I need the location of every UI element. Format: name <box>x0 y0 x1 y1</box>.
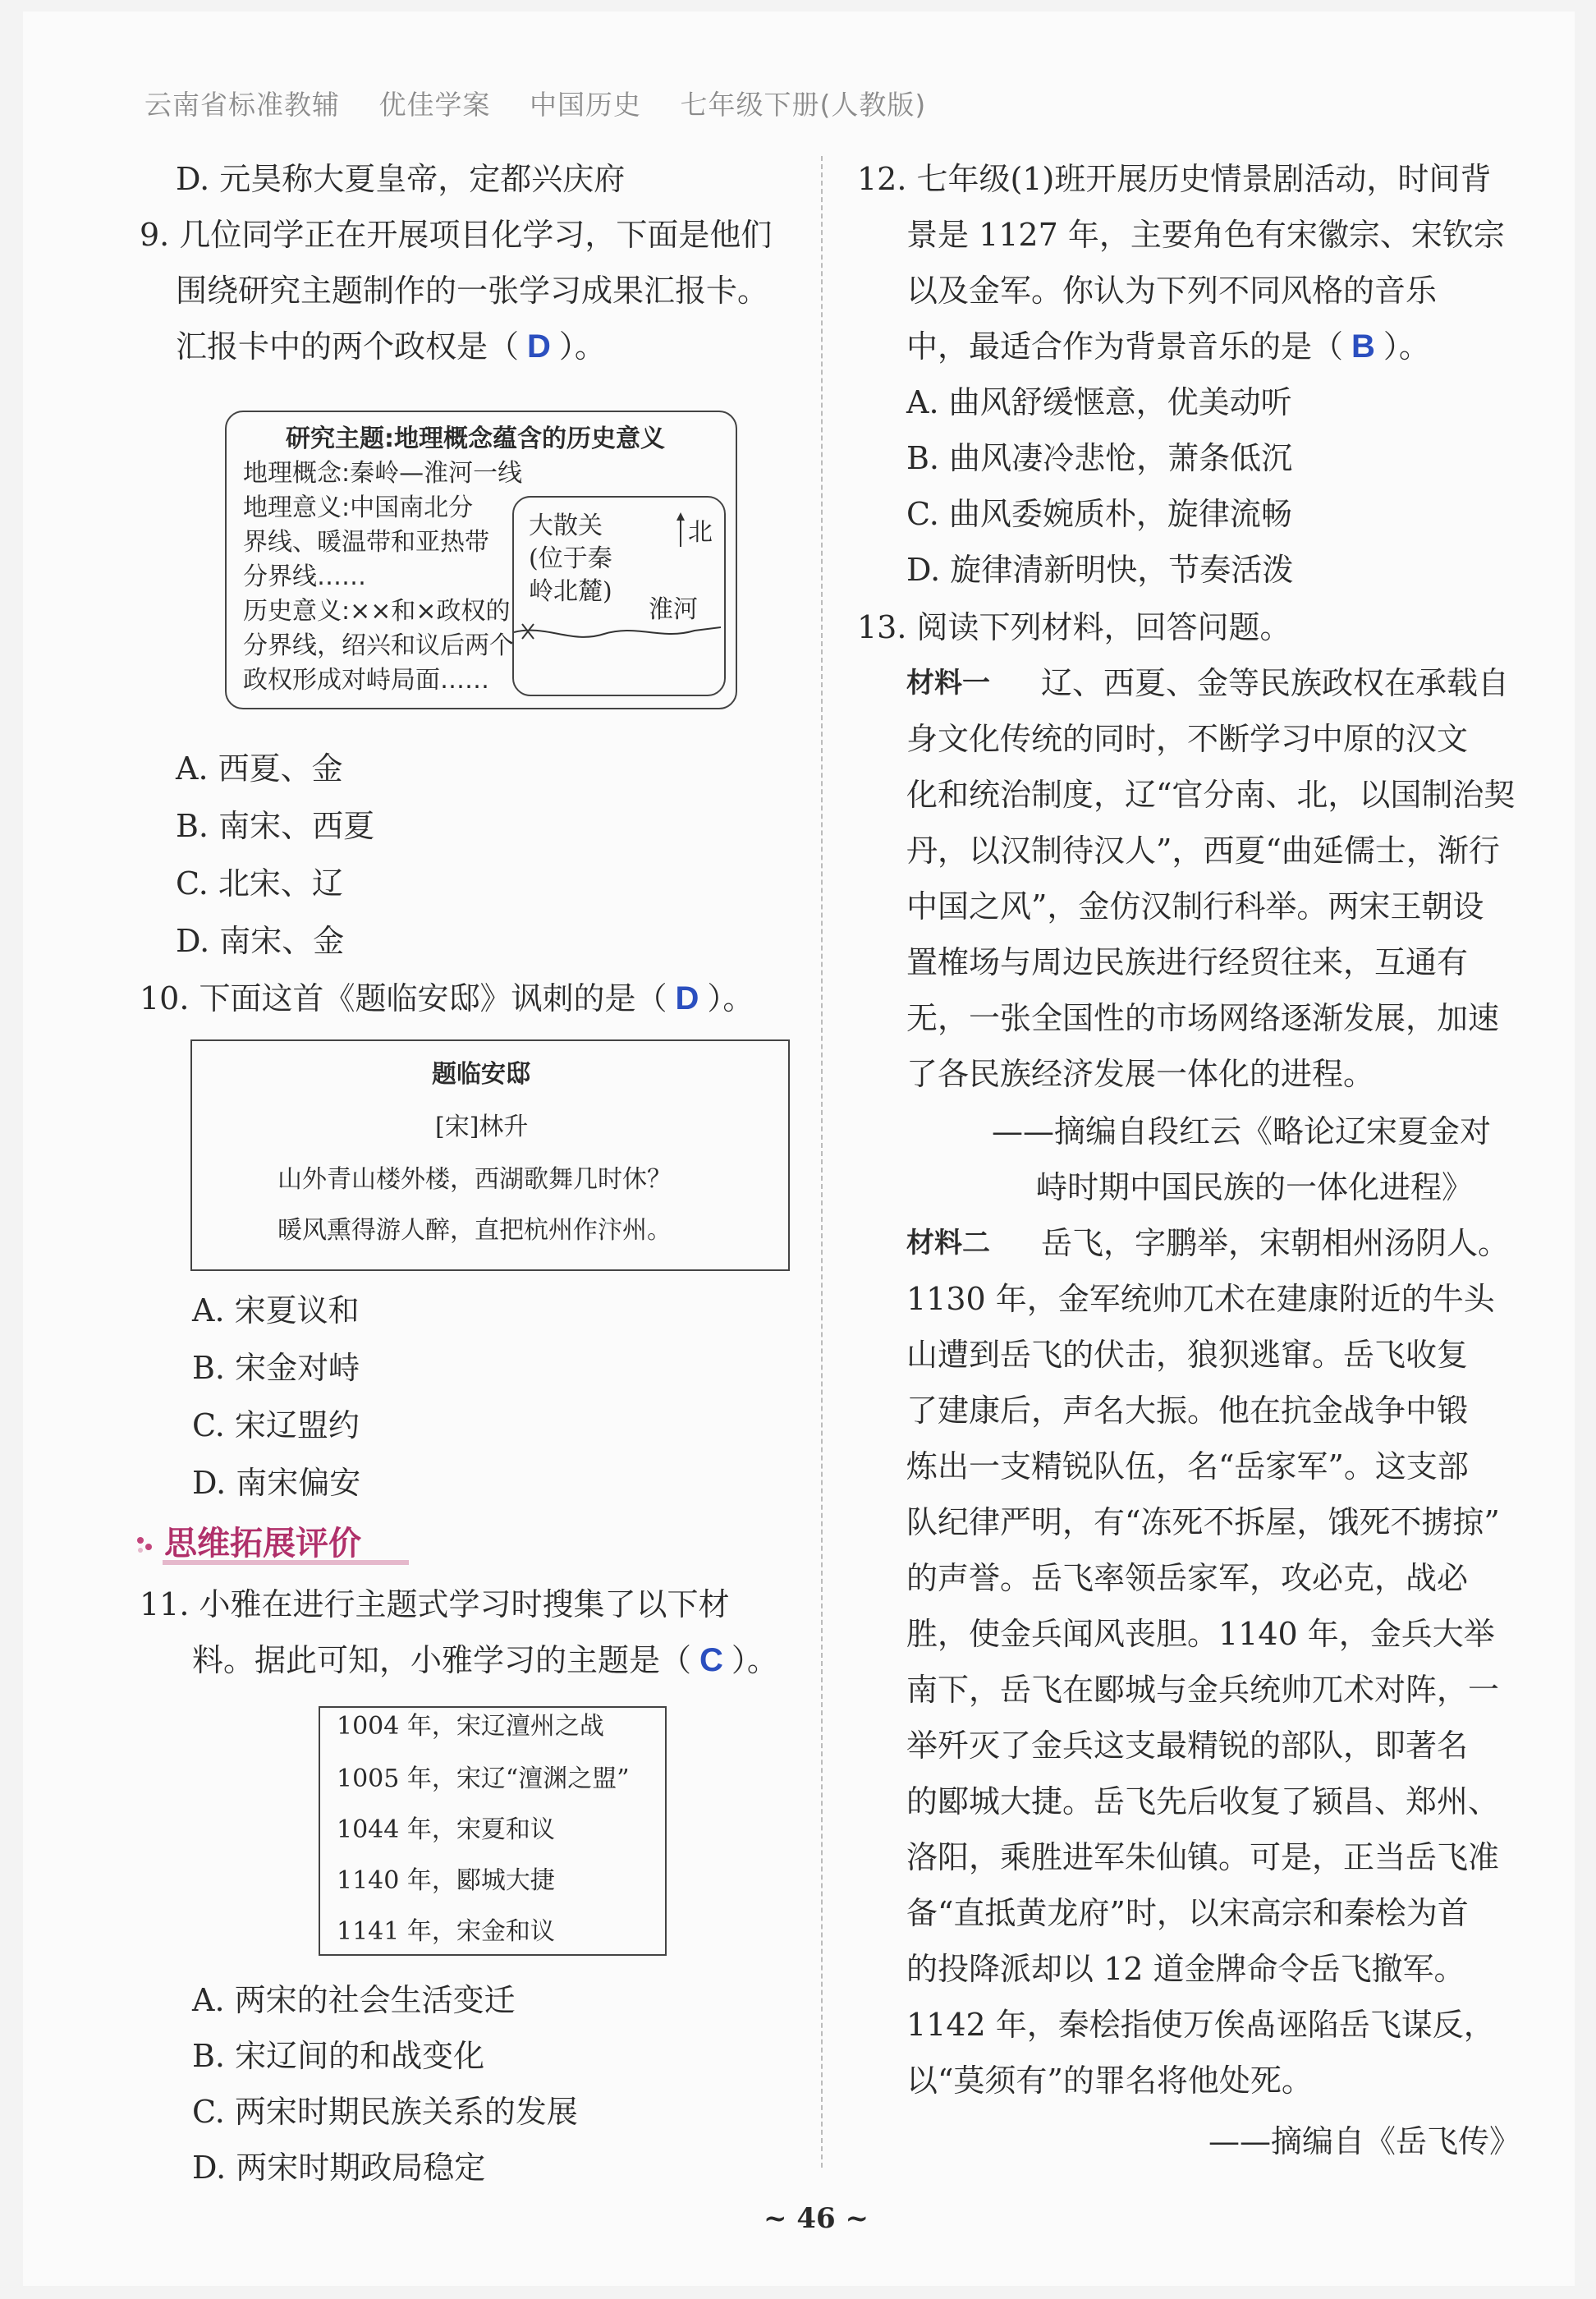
poem-line: 暖风熏得游人醉，直把杭州作汴州。 <box>277 1216 672 1245</box>
running-header <box>144 84 956 122</box>
material-2-line: 胜，使金兵闻风丧胆。1140 年，金兵大举 <box>906 1616 1495 1652</box>
material-2-line: 1130 年，金军统帅兀术在建康附近的牛头 <box>906 1281 1495 1317</box>
events-row: 1004 年，宋辽澶州之战 <box>337 1712 604 1741</box>
header-item: 云南省标准教辅 <box>144 89 340 121</box>
card-line: 历史意义:××和×政权的 <box>243 597 511 626</box>
page-number: ~ 46 ~ <box>764 2202 869 2235</box>
q12-answer: B <box>1351 328 1375 365</box>
q9-option: D. 南宋、金 <box>176 923 345 959</box>
q11-answer: C <box>699 1642 723 1678</box>
q11-option: B. 宋辽间的和战变化 <box>192 2038 485 2074</box>
q9-stem-line: 汇报卡中的两个政权是（ D ）。 <box>176 328 606 365</box>
material-1-line: 身文化传统的同时，不断学习中原的汉文 <box>906 721 1469 757</box>
material-1-line: 中国之风”，金仿汉制行科举。两宋王朝设 <box>906 888 1484 925</box>
card-line: 界线、暖温带和亚热带 <box>243 528 489 557</box>
q12-option: A. 曲风舒缓惬意，优美动听 <box>906 384 1292 420</box>
header-item: 优佳学案 <box>378 89 491 121</box>
q10-option: A. 宋夏议和 <box>192 1292 360 1328</box>
q9-option: C. 北宋、辽 <box>176 865 343 902</box>
material-2-line: 队纪律严明，有“冻死不拆屋，饿死不掳掠” <box>906 1504 1500 1540</box>
q9-stem-line: 9. 几位同学正在开展项目化学习，下面是他们 <box>140 217 773 253</box>
material-2-line: 的投降派却以 12 道金牌命令岳飞撤军。 <box>906 1951 1465 1987</box>
material-2-line: 岳飞，字鹏举，宋朝相州汤阴人。 <box>1041 1225 1510 1261</box>
material-2-line: 1142 年，秦桧指使万俟卨诬陷岳飞谋反， <box>906 2007 1495 2043</box>
card-line: 地理意义:中国南北分 <box>243 493 474 522</box>
material-2-line: 的声誉。岳飞率领岳家军，攻必克，战必 <box>906 1560 1469 1596</box>
q12-stem-line: 中，最适合作为背景音乐的是（ B ）。 <box>906 328 1430 365</box>
q9-option: A. 西夏、金 <box>176 750 343 787</box>
q12-stem-line: 景是 1127 年，主要角色有宋徽宗、宋钦宗 <box>906 217 1505 253</box>
material-2-label: 材料二 <box>906 1227 990 1260</box>
q12-stem-line: 以及金军。你认为下列不同风格的音乐 <box>906 273 1438 309</box>
q9-answer: D <box>527 328 551 365</box>
q11-option: D. 两宋时期政局稳定 <box>192 2150 486 2186</box>
events-row: 1140 年，郾城大捷 <box>337 1866 555 1895</box>
header-item: 七年级下册(人教版) <box>680 89 927 121</box>
material-1-line: 了各民族经济发展一体化的进程。 <box>906 1056 1375 1092</box>
q11-option: C. 两宋时期民族关系的发展 <box>192 2094 578 2130</box>
card-title: 研究主题:地理概念蕴含的历史意义 <box>286 424 665 453</box>
q10-answer: D <box>675 980 699 1016</box>
q10-option: B. 宋金对峙 <box>192 1350 360 1386</box>
material-2-line: 备“直抵黄龙府”时，以宋高宗和秦桧为首 <box>906 1895 1469 1931</box>
header-item: 中国历史 <box>530 89 641 121</box>
map-place-label: 大散关 <box>529 512 603 540</box>
material-1-label: 材料一 <box>906 667 990 700</box>
q11-option: A. 两宋的社会生活变迁 <box>192 1982 516 2018</box>
material-2-line: 山遭到岳飞的伏击，狼狈逃窜。岳飞收复 <box>906 1337 1469 1373</box>
q11-stem-line: 11. 小雅在进行主题式学习时搜集了以下材 <box>140 1586 730 1622</box>
card-line: 分界线，绍兴和议后两个 <box>243 631 514 660</box>
poem-line: 山外青山楼外楼，西湖歌舞几时休？ <box>277 1165 672 1194</box>
card-line: 地理概念:秦岭—淮河一线 <box>243 459 523 488</box>
map-place-label: (位于秦 <box>529 544 612 573</box>
material-2-line: 南下，岳飞在郾城与金兵统帅兀术对阵，一 <box>906 1672 1500 1708</box>
map-place-label: 岭北麓) <box>529 577 612 606</box>
material-1-source: ——摘编自段红云《略论辽宋夏金对 <box>992 1113 1492 1150</box>
material-2-line: 炼出一支精锐队伍，名“岳家军”。这支部 <box>906 1448 1469 1484</box>
material-2-line: 了建康后，声名大振。他在抗金战争中锻 <box>906 1393 1469 1429</box>
poem-author: [宋]林升 <box>435 1113 529 1141</box>
card-line: 政权形成对峙局面…… <box>243 666 489 695</box>
q10-option: D. 南宋偏安 <box>192 1465 361 1501</box>
q10-stem: 10. 下面这首《题临安邸》讽刺的是（ D ）。 <box>140 980 754 1016</box>
material-2-line: 以“莫须有”的罪名将他处死。 <box>906 2063 1313 2099</box>
material-1-line: 丹，以汉制待汉人”，西夏“曲延儒士，渐行 <box>906 833 1500 869</box>
q8-option-d: D. 元昊称大夏皇帝，定都兴庆府 <box>176 161 626 197</box>
river-line-icon <box>514 608 721 657</box>
material-2-source: ——摘编自《岳飞传》 <box>1208 2123 1521 2159</box>
north-arrow-icon <box>673 512 688 548</box>
q12-option: B. 曲风凄冷悲怆，萧条低沉 <box>906 440 1293 476</box>
material-1-line: 辽、西夏、金等民族政权在承载自 <box>1041 665 1510 701</box>
material-1-line: 化和统治制度，辽“官分南、北，以国制治契 <box>906 777 1516 813</box>
section-title: 思维拓展评价 <box>164 1525 361 1562</box>
section-dots-icon <box>135 1535 154 1553</box>
material-2-line: 举歼灭了金兵这支最精锐的部队，即著名 <box>906 1728 1469 1764</box>
poem-title: 题临安邸 <box>432 1060 530 1089</box>
river-label: 淮河 <box>649 595 698 624</box>
north-label: 北 <box>688 518 713 547</box>
q12-stem-line: 12. 七年级(1)班开展历史情景剧活动，时间背 <box>857 161 1492 197</box>
q9-stem-line: 围绕研究主题制作的一张学习成果汇报卡。 <box>176 273 769 309</box>
events-row: 1141 年，宋金和议 <box>337 1917 555 1946</box>
material-1-source: 峙时期中国民族的一体化进程》 <box>1036 1169 1474 1205</box>
material-2-line: 的郾城大捷。岳飞先后收复了颍昌、郑州、 <box>906 1783 1500 1819</box>
events-row: 1044 年，宋夏和议 <box>337 1815 555 1844</box>
card-line: 分界线…… <box>243 562 366 591</box>
material-1-line: 无，一张全国性的市场网络逐渐发展，加速 <box>906 1000 1500 1036</box>
q11-stem-line: 料。据此可知，小雅学习的主题是（ C ）。 <box>192 1642 778 1678</box>
material-1-line: 置榷场与周边民族进行经贸往来，互通有 <box>906 944 1469 980</box>
material-2-line: 洛阳，乘胜进军朱仙镇。可是，正当岳飞准 <box>906 1839 1500 1875</box>
column-divider <box>821 156 823 2168</box>
q9-option: B. 南宋、西夏 <box>176 808 375 844</box>
q10-option: C. 宋辽盟约 <box>192 1407 360 1443</box>
q13-stem: 13. 阅读下列材料，回答问题。 <box>857 609 1291 645</box>
q12-option: C. 曲风委婉质朴，旋律流畅 <box>906 496 1292 532</box>
q12-option: D. 旋律清新明快，节奏活泼 <box>906 552 1294 588</box>
events-row: 1005 年，宋辽“澶渊之盟” <box>337 1764 630 1793</box>
